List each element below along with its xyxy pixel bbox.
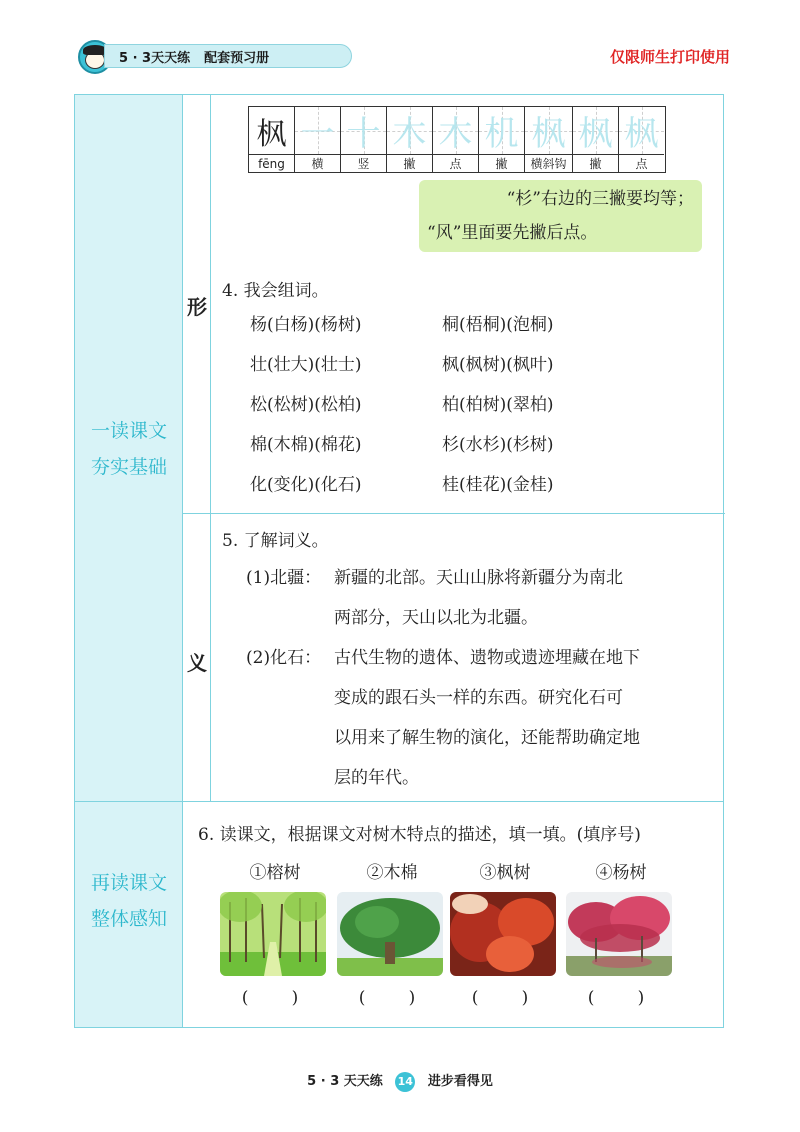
word-group: 桐(梧桐)(泡桐): [442, 315, 554, 335]
page-footer: [0, 1070, 800, 1092]
stroke-step-glyph: 枫: [578, 114, 613, 154]
page-header: [70, 38, 730, 78]
stroke-step-glyph: 木: [392, 114, 427, 154]
word-group: 壮(壮大)(壮士): [250, 355, 362, 375]
stroke-step-name: 撇: [589, 157, 602, 171]
section-read-two-line1: 再读课文: [90, 872, 167, 894]
tree-label: ④杨树: [595, 863, 647, 883]
tree-image-banyan: [337, 892, 443, 976]
answer-blank[interactable]: ( ): [587, 988, 645, 1008]
section-read-one-line2: 夯实基础: [90, 456, 167, 478]
definition-line: 两部分，天山以北为北疆。: [334, 608, 538, 628]
word-group: 桂(桂花)(金桂): [442, 475, 554, 495]
word-group: 柏(柏树)(翠柏): [442, 395, 554, 415]
series-title: 5 · 3天天练: [119, 50, 191, 66]
subsection-meaning: 义: [187, 651, 207, 675]
page-number: 14: [395, 1072, 415, 1092]
footer-slogan: 进步看得见: [427, 1074, 493, 1089]
writing-tip-box: [419, 180, 702, 252]
divider: [183, 513, 725, 514]
word-group: 杉(水杉)(杉树): [442, 435, 554, 455]
tree-image-maple: [450, 892, 556, 976]
stroke-step: [619, 107, 664, 172]
divider: [75, 801, 723, 802]
stroke-step: [295, 107, 341, 172]
answer-blank[interactable]: ( ): [358, 988, 416, 1008]
print-notice: 仅限师生打印使用: [609, 48, 730, 66]
stroke-step-glyph: 枫: [531, 114, 566, 154]
word-group: 棉(木棉)(棉花): [250, 435, 362, 455]
stroke-main-cell: [249, 107, 295, 172]
stroke-step: [479, 107, 525, 172]
tree-image-poplar: [220, 892, 326, 976]
stroke-step-name: 点: [635, 157, 648, 171]
stroke-step-glyph: 枫: [624, 114, 659, 154]
stroke-step: [433, 107, 479, 172]
tree-label: ③枫树: [479, 863, 531, 883]
section-read-one-line1: 一读课文: [90, 420, 167, 442]
definition-line: 以用来了解生物的演化，还能帮助确定地: [334, 728, 640, 748]
stroke-step: [341, 107, 387, 172]
tree-image-kapok: [566, 892, 672, 976]
tip-line-2: “风”里面要先撇后点。: [427, 223, 598, 243]
stroke-step-glyph: 机: [484, 114, 519, 154]
tree-label: ②木棉: [366, 863, 418, 883]
stroke-pinyin: fēng: [258, 156, 285, 171]
subsection-form: 形: [187, 295, 207, 319]
stroke-step: [573, 107, 619, 172]
stroke-step: [387, 107, 433, 172]
series-banner: [104, 44, 352, 68]
footer-series: 5 · 3 天天练: [307, 1074, 383, 1089]
definition-line: 变成的跟石头一样的东西。研究化石可: [334, 688, 623, 708]
q4-title: 4. 我会组词。: [222, 281, 329, 301]
definition-line: 层的年代。: [334, 768, 419, 788]
stroke-main-char: 枫: [256, 116, 287, 152]
tree-options: [220, 858, 680, 1018]
stroke-step-name: 撇: [495, 157, 508, 171]
stroke-step-name: 横斜钩: [530, 157, 567, 171]
word-group: 杨(白杨)(杨树): [250, 315, 362, 335]
subsection-column: [183, 95, 211, 801]
stroke-step-glyph: 十: [346, 114, 381, 154]
tree-label: ①榕树: [249, 863, 301, 883]
word-group: 松(松树)(松柏): [250, 395, 362, 415]
definition-line: 古代生物的遗体、遗物或遗迹埋藏在地下: [334, 648, 640, 668]
tip-line-1: “杉”右边的三撇要均等；: [506, 189, 694, 209]
stroke-step-name: 撇: [403, 157, 416, 171]
stroke-step-glyph: 一: [300, 114, 335, 154]
definition-term: (1)北疆：: [246, 568, 322, 588]
section-read-one: [75, 413, 183, 485]
section-read-two-line2: 整体感知: [90, 908, 167, 930]
stroke-step-name: 竖: [357, 157, 370, 171]
word-group: 枫(枫树)(枫叶): [442, 355, 554, 375]
word-group: 化(变化)(化石): [250, 475, 362, 495]
section-read-two: [75, 865, 183, 937]
answer-blank[interactable]: ( ): [471, 988, 529, 1008]
answer-blank[interactable]: ( ): [241, 988, 299, 1008]
stroke-step-name: 点: [449, 157, 462, 171]
stroke-step-glyph: 木: [438, 114, 473, 154]
q5-title: 5. 了解词义。: [222, 531, 329, 551]
q6-title: 6. 读课文，根据课文对树木特点的描述，填一填。(填序号): [198, 825, 641, 845]
definition-term: (2)化石：: [246, 648, 322, 668]
series-subtitle: 配套预习册: [204, 50, 270, 66]
stroke-order-table: [248, 106, 666, 173]
stroke-step: [525, 107, 573, 172]
definition-line: 新疆的北部。天山山脉将新疆分为南北: [334, 568, 623, 588]
stroke-step-name: 横: [311, 157, 324, 171]
